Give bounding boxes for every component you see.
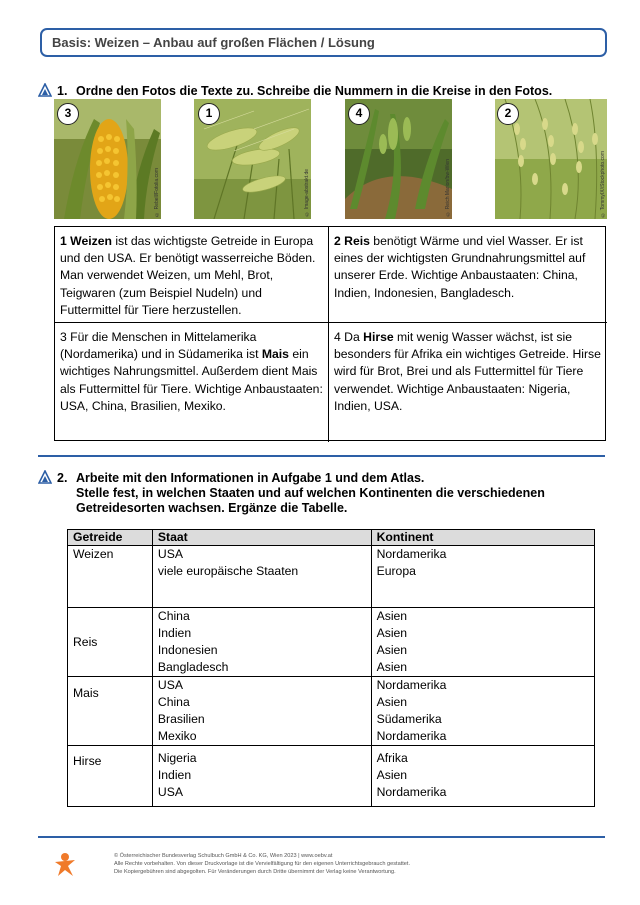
task-2-line: Getreidesorten wachsen. Ergänze die Tabelle.	[76, 501, 348, 515]
text-corn	[55, 322, 328, 442]
text-grid	[54, 226, 606, 441]
task-2-instruction	[76, 471, 545, 516]
text-keyword: Weizen	[70, 234, 112, 248]
text-number: 1	[60, 234, 67, 248]
difficulty-triangle-icon	[38, 83, 52, 97]
header-grain: Getreide	[68, 530, 153, 546]
photo-wheat	[194, 99, 311, 219]
photo-rice	[495, 99, 607, 219]
text-body: mit wenig Wasser wächst, ist sie besonders für Afrika ein wichtiges Getreide. Hirse wird für Brot, Brei und als Futtermittel für Tiere verwendet. Wichtige Anbaustaaten: Nigeria, Indien, USA.	[334, 330, 601, 413]
state-cell	[152, 677, 371, 746]
footer-divider	[38, 836, 605, 838]
worksheet-title: Basis: Weizen – Anbau auf großen Flächen / Lösung	[40, 28, 607, 57]
text-body: ein wichtiges Nahrungsmittel. Außerdem dient Mais als Futtermittel für Tiere. Wichtige Anbaustaaten: USA, China, Brasilien, Mexiko.	[60, 347, 323, 413]
text-intro: 4 Da	[334, 330, 364, 344]
continent-value: Asien	[376, 609, 408, 623]
header-state: Staat	[152, 530, 371, 546]
table-row	[68, 677, 595, 746]
footer-line: Alle Rechte vorbehalten. Von dieser Druckvorlage ist die Vervielfältigung für den eigenen Unterrichtsgebrauch gestattet.	[114, 861, 411, 868]
continent-value: Nordamerika	[376, 785, 447, 799]
difficulty-triangle-icon	[38, 470, 52, 484]
photo-millet	[345, 99, 452, 219]
photo-number-circle: 1	[198, 103, 220, 125]
task-2-number: 2.	[57, 471, 68, 485]
state-value: Indonesien	[157, 643, 218, 657]
photo-credit: © Rebell/Fotolia.com	[154, 168, 160, 217]
continent-cell	[371, 608, 594, 677]
state-value: China	[157, 609, 190, 623]
grain-cell: Mais	[68, 677, 153, 746]
photo-corn	[54, 99, 161, 219]
text-body: ist das wichtigste Getreide in Europa und den USA. Er benötigt wasserreiche Böden. Man verwendet Weizen, um Mehl, Brot, Teigwaren (zum Beispiel Nudeln) und Futtermittel für Tiere herzustellen.	[60, 234, 316, 317]
text-wheat	[55, 227, 328, 322]
continent-value: Nordamerika	[376, 678, 447, 692]
task-1-instruction: Ordne den Fotos die Texte zu. Schreibe die Nummern in die Kreise in den Fotos.	[76, 84, 553, 98]
photo-credit: © TommyIX/iStockphoto.com	[600, 150, 606, 217]
text-number: 2	[334, 234, 341, 248]
state-value: China	[157, 695, 190, 709]
state-value: USA	[157, 547, 183, 561]
table-row	[68, 608, 595, 677]
grain-cell: Reis	[68, 608, 153, 677]
footer-line: Die Kopiergebühren sind abgegolten. Für Veränderungen durch Dritte übernimmt der Verlag keine Verantwortung.	[114, 869, 396, 876]
header-continent: Kontinent	[371, 530, 594, 546]
grain-cell: Weizen	[68, 546, 153, 608]
text-body: benötigt Wärme und viel Wasser. Er ist eines der wichtigsten Grundnahrungsmittel auf unserer Erde. Wichtige Anbaustaaten: China, Indien, Indonesien, Bangladesch.	[334, 234, 586, 300]
photo-number-circle: 2	[497, 103, 519, 125]
state-value: Brasilien	[157, 712, 205, 726]
task-1-number: 1.	[57, 84, 68, 98]
text-keyword: Reis	[344, 234, 370, 248]
table-row	[68, 746, 595, 807]
text-millet	[328, 322, 607, 442]
continent-value: Europa	[376, 564, 416, 578]
state-value: USA	[157, 785, 183, 799]
continent-value: Asien	[376, 643, 408, 657]
continent-value: Südamerika	[376, 712, 442, 726]
state-value: USA	[157, 678, 183, 692]
publisher-logo-icon	[52, 852, 78, 878]
continent-value: Asien	[376, 695, 408, 709]
continent-value: Afrika	[376, 751, 408, 765]
continent-cell	[371, 746, 594, 807]
continent-cell	[371, 677, 594, 746]
text-keyword: Mais	[261, 347, 289, 362]
continent-cell	[371, 546, 594, 608]
grain-cell: Hirse	[68, 746, 153, 807]
state-cell	[152, 608, 371, 677]
text-keyword: Hirse	[363, 330, 394, 344]
state-cell	[152, 546, 371, 608]
continent-value: Nordamerika	[376, 729, 447, 743]
text-rice	[328, 227, 607, 322]
state-value: Indien	[157, 626, 192, 640]
photo-number-circle: 3	[57, 103, 79, 125]
continent-value: Nordamerika	[376, 547, 447, 561]
photo-credit: © Reich Marion/bw-Wien	[445, 159, 451, 217]
text-intro: 3 Für die Menschen in Mittelamerika (Nordamerika) und in Südamerika ist	[60, 330, 262, 362]
photo-credit: © Image-abstrakt.de	[304, 169, 310, 217]
state-value: viele europäische Staaten	[157, 564, 299, 578]
state-value: Bangladesch	[157, 660, 229, 674]
state-cell	[152, 746, 371, 807]
footer-copyright	[114, 852, 410, 877]
continent-value: Asien	[376, 768, 408, 782]
state-value: Nigeria	[157, 751, 197, 765]
continent-value: Asien	[376, 626, 408, 640]
table-header-row	[68, 530, 595, 546]
continent-value: Asien	[376, 660, 408, 674]
footer-line: © Österreichischer Bundesverlag Schulbuch GmbH & Co. KG, Wien 2023 | www.oebv.at	[114, 853, 333, 859]
task-2-line: Stelle fest, in welchen Staaten und auf welchen Kontinenten die verschiedenen	[76, 486, 545, 500]
photo-number-circle: 4	[348, 103, 370, 125]
grain-table	[67, 529, 595, 807]
task-2-line: Arbeite mit den Informationen in Aufgabe 1 und dem Atlas.	[76, 471, 425, 485]
state-value: Indien	[157, 768, 192, 782]
section-divider	[38, 455, 605, 457]
state-value: Mexiko	[157, 729, 197, 743]
table-row	[68, 546, 595, 608]
